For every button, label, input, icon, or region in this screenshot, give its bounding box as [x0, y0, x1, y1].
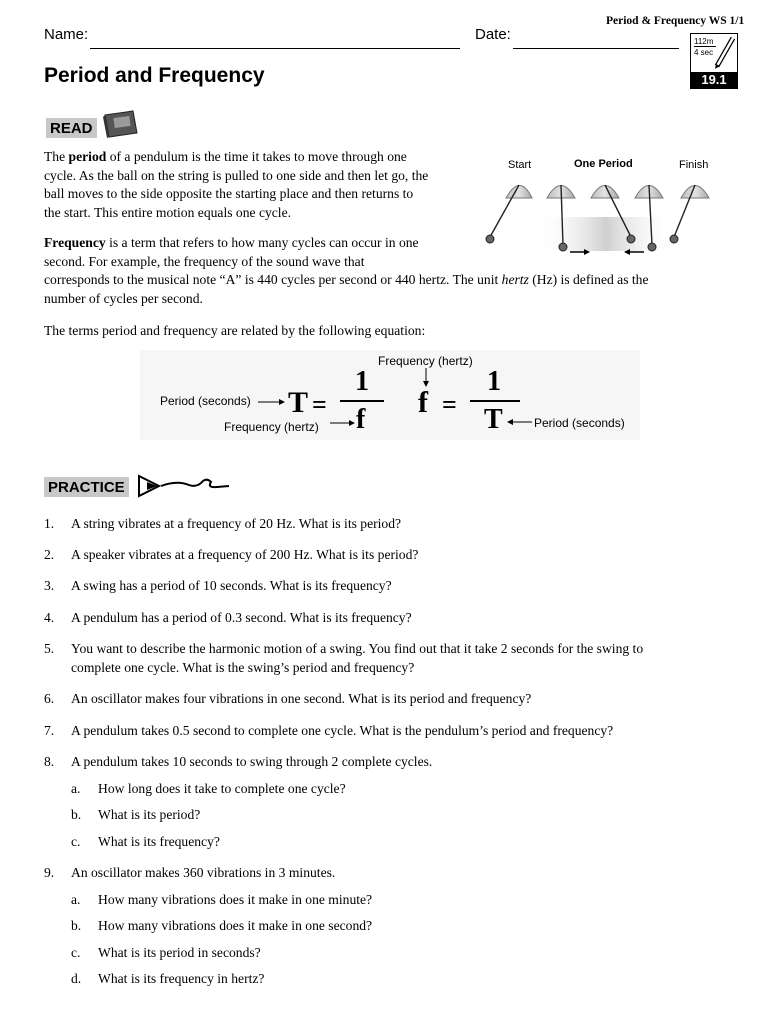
- date-label: Date:: [475, 26, 511, 43]
- pencil-icon: [713, 36, 735, 70]
- eq-T-denominator: T: [484, 404, 503, 435]
- name-label: Name:: [44, 26, 89, 43]
- badge-top-text: 112m: [694, 37, 714, 46]
- start-label: Start: [508, 159, 532, 171]
- page-title: Period and Frequency: [44, 64, 265, 87]
- book-icon: [101, 109, 139, 139]
- pendulum-diagram: [480, 155, 730, 260]
- chapter-badge: [690, 33, 738, 89]
- badge-sub-text: 4 sec: [694, 48, 714, 57]
- eq-f-symbol: f: [418, 386, 428, 419]
- period-paragraph: The period of a pendulum is the time it takes to move through one cycle. As the ball on the string is pulled to one side and then let go, the ball moves to the side opposite the starting place and then returns to the start. This entire motion equals one cycle.: [44, 149, 429, 220]
- equation-diagram: [140, 350, 640, 440]
- frequency-term: Frequency: [44, 235, 106, 250]
- period-seconds-label-left: Period (seconds): [160, 394, 251, 408]
- name-field[interactable]: [90, 48, 460, 49]
- arrow-icon: [420, 368, 432, 388]
- hertz-term: hertz: [501, 272, 529, 288]
- period-seconds-label-right: Period (seconds): [534, 416, 625, 430]
- eq-T-symbol: T: [288, 386, 309, 419]
- arrow-icon: [258, 396, 286, 408]
- fraction-bar-1: [340, 400, 384, 402]
- eq-equals-2: =: [442, 390, 457, 419]
- period-term: period: [68, 149, 107, 164]
- finish-label: Finish: [679, 159, 709, 171]
- badge-number: 19.1: [691, 72, 737, 88]
- eq-one-1: 1: [355, 366, 369, 397]
- eq-equals-1: =: [312, 390, 327, 419]
- arrow-icon: [506, 416, 532, 428]
- frequency-hertz-label-top: Frequency (hertz): [378, 354, 473, 368]
- read-tag: READ: [46, 118, 97, 138]
- worksheet-id: Period & Frequency WS 1/1: [606, 15, 745, 27]
- pencil-arrow-icon: [137, 472, 232, 500]
- equation-intro: The terms period and frequency are related by the following equation:: [44, 323, 426, 338]
- one-period-label: One Period: [574, 158, 633, 170]
- eq-one-2: 1: [487, 366, 501, 397]
- date-field[interactable]: [513, 48, 679, 49]
- pendulum-cone-1: [506, 186, 532, 199]
- fraction-bar-2: [470, 400, 520, 402]
- arrow-icon: [330, 417, 356, 429]
- frequency-hertz-label-left: Frequency (hertz): [224, 420, 319, 434]
- eq-f-denominator: f: [356, 404, 366, 435]
- frequency-paragraph: Frequency is a term that refers to how many cycles can occur in one second. For example, the frequency of the sound wave that corresponds to the musical note “A” is 440 cycles per second or 440 hertz. The unit hertz (Hz) is defined as the number of cycles per second.: [44, 235, 649, 306]
- practice-tag: PRACTICE: [44, 477, 129, 497]
